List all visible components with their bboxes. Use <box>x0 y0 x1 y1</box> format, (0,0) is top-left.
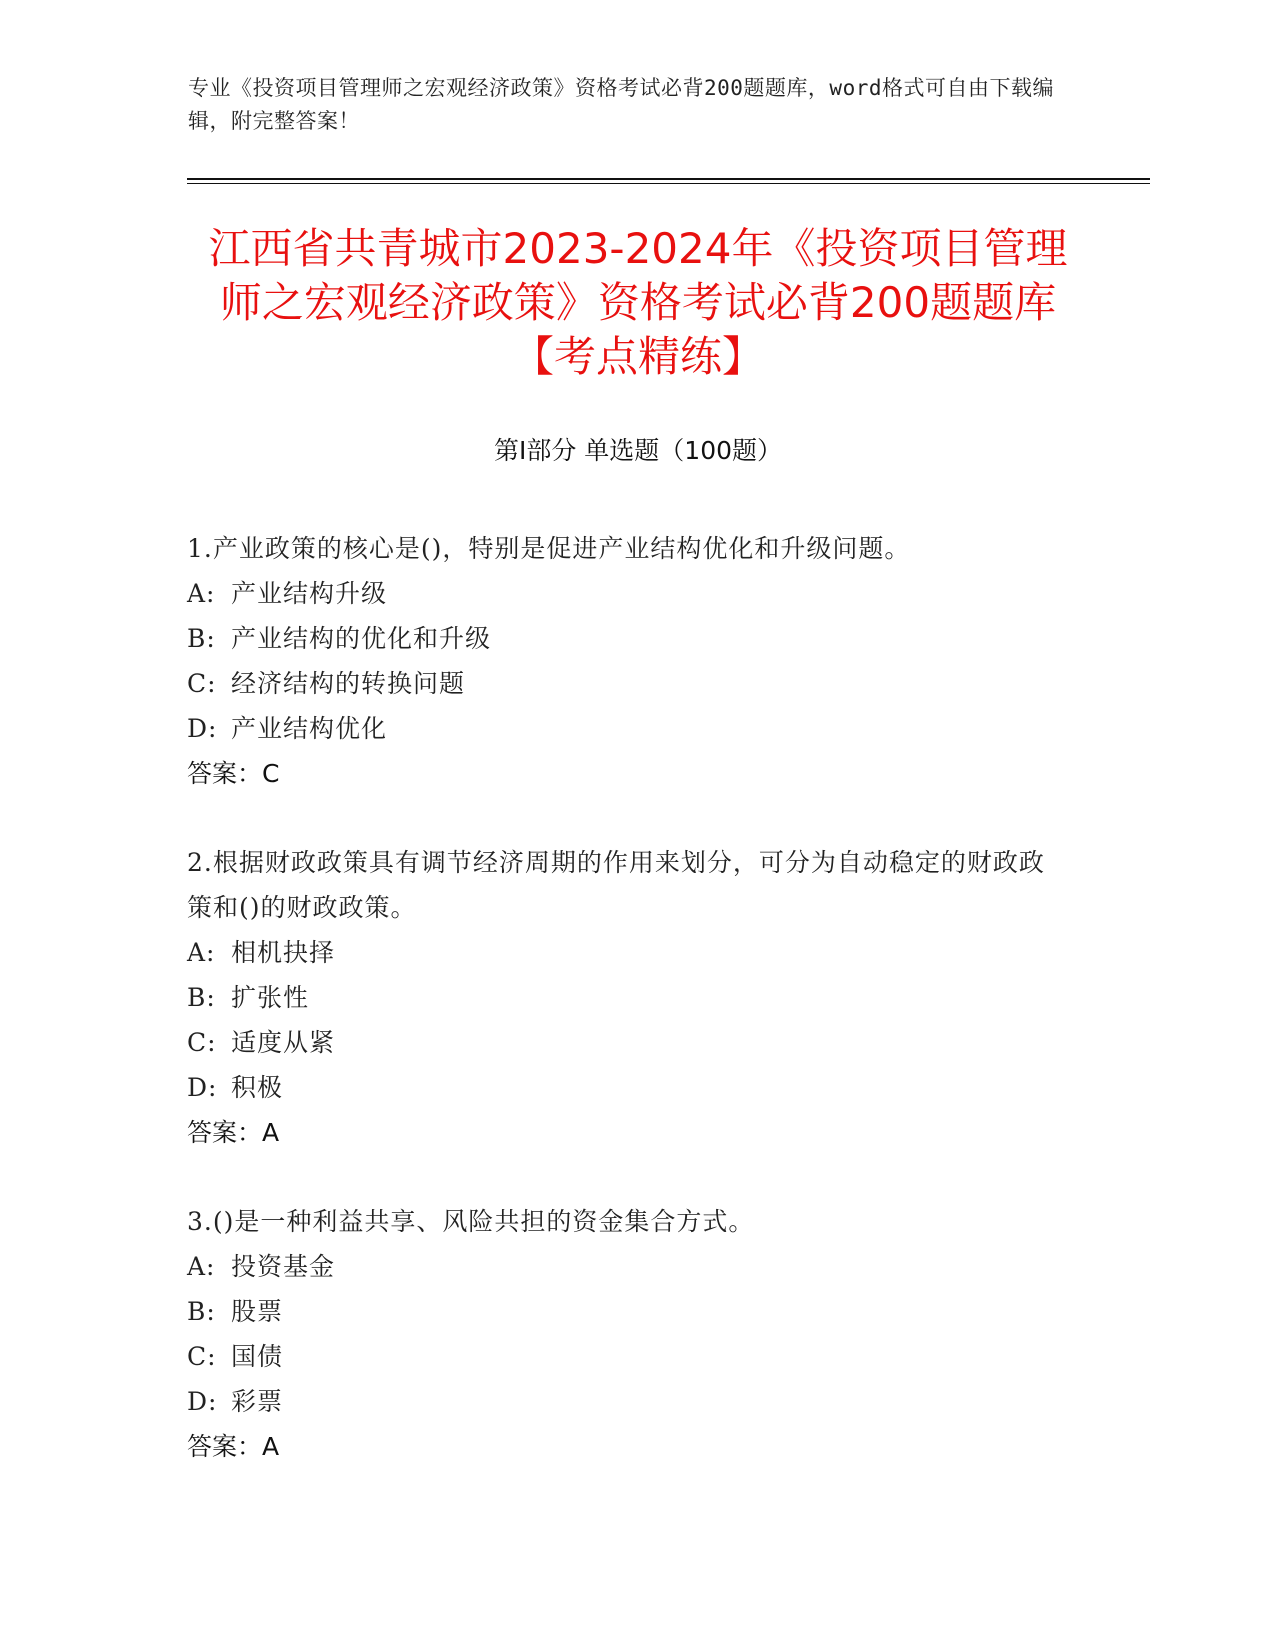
option-key: A: <box>187 1252 216 1281</box>
option-key: B: <box>187 1297 216 1326</box>
option-a <box>187 571 1067 616</box>
option-key: C: <box>187 669 217 698</box>
section-title: 第Ⅰ部分 单选题（100题） <box>493 436 783 465</box>
option-text: 相机抉择 <box>231 938 336 967</box>
option-text: 扩张性 <box>231 983 310 1012</box>
option-key: D: <box>187 1387 218 1416</box>
option-c <box>187 1334 1067 1379</box>
header-note: 专业《投资项目管理师之宏观经济政策》资格考试必背200题题库，word格式可自由下载编辑，附完整答案！ <box>188 76 1054 133</box>
answer: 答案：A <box>187 1432 280 1461</box>
question-list <box>187 526 1067 1513</box>
option-key: A: <box>187 579 216 608</box>
option-d <box>187 706 1067 751</box>
option-key: C: <box>187 1342 217 1371</box>
document-title: 江西省共青城市2023-2024年《投资项目管理师之宏观经济政策》资格考试必背200题题库【考点精练】 <box>208 224 1068 381</box>
option-key: A: <box>187 938 216 967</box>
option-text: 产业结构升级 <box>231 579 388 608</box>
option-key: D: <box>187 1073 218 1102</box>
option-text: 股票 <box>231 1297 284 1326</box>
option-text: 产业结构优化 <box>231 714 388 743</box>
option-a <box>187 930 1067 975</box>
option-text: 投资基金 <box>231 1252 336 1281</box>
question-stem: 2.根据财政政策具有调节经济周期的作用来划分，可分为自动稳定的财政政策和()的财政政策。 <box>187 848 1045 922</box>
option-b <box>187 975 1067 1020</box>
question-1 <box>187 526 1067 796</box>
option-text: 国债 <box>231 1342 284 1371</box>
option-key: B: <box>187 624 216 653</box>
header-divider-thin <box>187 183 1150 184</box>
question-stem: 3.()是一种利益共享、风险共担的资金集合方式。 <box>187 1207 755 1236</box>
header-divider-thick <box>187 178 1150 180</box>
option-key: C: <box>187 1028 217 1057</box>
option-b <box>187 616 1067 661</box>
option-key: B: <box>187 983 216 1012</box>
option-text: 积极 <box>231 1073 284 1102</box>
option-text: 适度从紧 <box>231 1028 336 1057</box>
question-stem: 1.产业政策的核心是()，特别是促进产业结构优化和升级问题。 <box>187 534 911 563</box>
answer: 答案：C <box>187 759 280 788</box>
option-d <box>187 1379 1067 1424</box>
question-3 <box>187 1199 1067 1469</box>
option-text: 经济结构的转换问题 <box>231 669 466 698</box>
option-key: D: <box>187 714 218 743</box>
option-text: 产业结构的优化和升级 <box>231 624 492 653</box>
answer: 答案：A <box>187 1118 280 1147</box>
option-text: 彩票 <box>231 1387 284 1416</box>
option-b <box>187 1289 1067 1334</box>
question-2 <box>187 840 1067 1155</box>
option-c <box>187 661 1067 706</box>
option-a <box>187 1244 1067 1289</box>
option-c <box>187 1020 1067 1065</box>
option-d <box>187 1065 1067 1110</box>
